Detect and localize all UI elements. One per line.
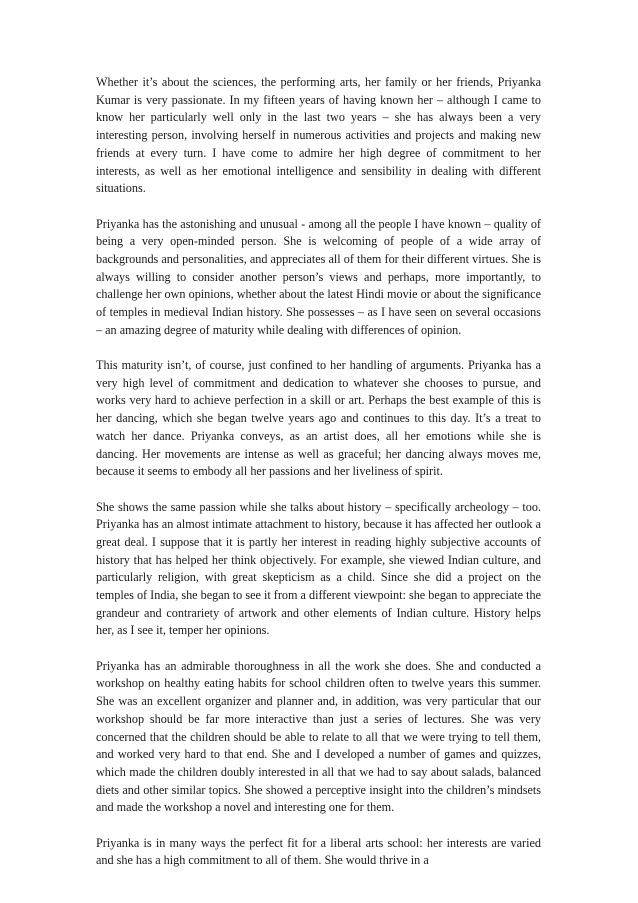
paragraph-open-mindedness: Priyanka has the astonishing and unusual - among all the people I have known – quality of being a very open-minded person. She is welcoming of people of a wide array of backgrounds and personalities, and appreciates all of them for their different virtues. She is always willing to consider another person’s views and perhaps, more importantly, to challenge her own opinions, whether about the latest Hindi movie or about the significance of temples in medieval Indian history. She possesses – as I have seen on several occasions – an amazing degree of maturity while dealing with differences of opinion. — [96, 216, 541, 337]
paragraph-intro: Whether it’s about the sciences, the performing arts, her family or her friends, Priyanka Kumar is very passionate. In my fifteen years of having known her – although I came to know her particularly well only in the last two years – she has always been a very interesting person, involving herself in numerous activities and projects and making new friends at every turn. I have come to admire her high degree of commitment to her interests, as well as her emotional intelligence and sensibility in dealing with different situations. — [96, 75, 541, 196]
paragraph-liberal-arts: Priyanka is in many ways the perfect fit for a liberal arts school: her interests are varied and she has a high commitment to all of them. She would thrive in a — [96, 835, 541, 868]
paragraph-workshop: Priyanka has an admirable thoroughness in all the work she does. She and conducted a workshop on healthy eating habits for school children often to twelve years this summer. She was an excellent organizer and planner and, in addition, was very particular that our workshop should be far more interactive than just a series of lectures. She was very concerned that the children should be able to relate to all that we were trying to tell them, and worked very hard to that end. She and I developed a number of games and quizzes, which made the children doubly interested in all that we had to say about salads, balanced diets and other similar topics. She showed a perceptive insight into the children’s mindsets and made the workshop a novel and interesting one for them. — [96, 658, 541, 815]
paragraph-history: She shows the same passion while she talks about history – specifically archeology – too. Priyanka has an almost intimate attachment to history, because it has affected her outlook a great deal. I suppose that it is partly her interest in reading highly subjective accounts of history that has helped her think objectively. For example, she viewed Indian culture, and particularly religion, with great skepticism as a child. Since she did a project on the temples of India, she began to see it from a different viewpoint: she began to appreciate the grandeur and contrariety of artwork and other elements of Indian culture. History helps her, as I see it, temper her opinions. — [96, 499, 541, 638]
paragraph-maturity-dancing: This maturity isn’t, of course, just confined to her handling of arguments. Priyanka has a very high level of commitment and dedication to whatever she chooses to pursue, and works very hard to achieve perfection in a skill or art. Perhaps the best example of this is her dancing, which she began twelve years ago and continues to this day. It’s a treat to watch her dance. Priyanka conveys, as an artist does, all her emotions while she is dancing. Her movements are intense as well as graceful; her dancing always moves me, because it seems to embody all her passions and her liveliness of spirit. — [96, 358, 541, 479]
letter-body — [96, 74, 541, 888]
